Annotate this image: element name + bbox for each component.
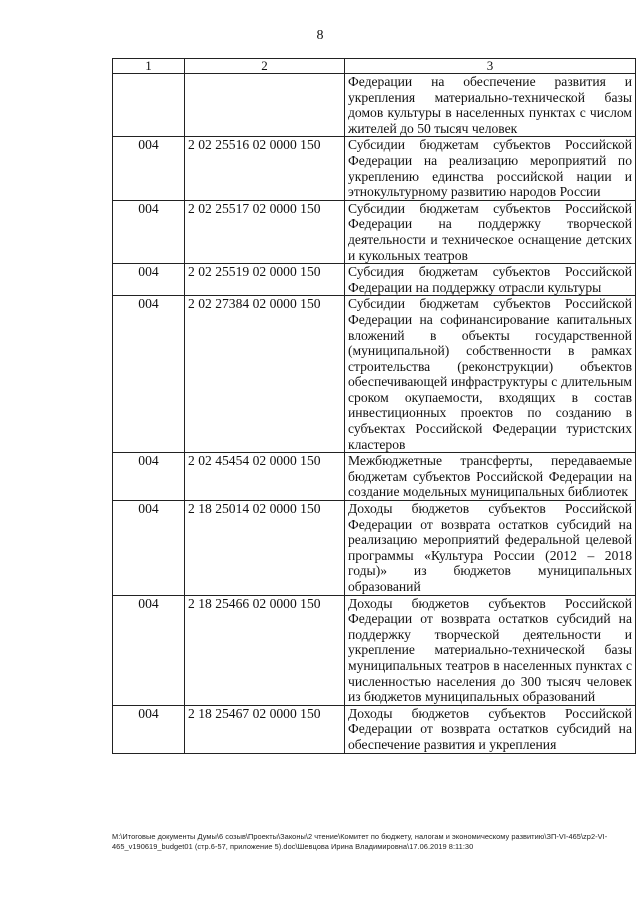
budget-codes-table bbox=[112, 58, 636, 754]
admin-code-cell: 004 bbox=[113, 595, 185, 705]
budget-code-cell: 2 02 25519 02 0000 150 bbox=[185, 264, 345, 296]
description-cell: Субсидии бюджетам субъектов Российской Федерации на софинансирование капитальных вложений в объекты государственной (муниципальной) собственности в рамках строительства (реконструкции) объектов обеспечивающей инфраструктуры с длительным сроком окупаемости, входящих в состав инвестиционных проектов по созданию в субъектах Российской Федерации туристских кластеров bbox=[345, 296, 636, 453]
budget-code-cell: 2 02 25517 02 0000 150 bbox=[185, 200, 345, 263]
column-header-1: 1 bbox=[113, 59, 185, 74]
budget-code-cell: 2 18 25467 02 0000 150 bbox=[185, 705, 345, 753]
admin-code-cell: 004 bbox=[113, 200, 185, 263]
table-row bbox=[113, 453, 636, 501]
file-path-footer: M:\Итоговые документы Думы\6 созыв\Проекты\Законы\2 чтение\Комитет по бюджету, налогам и экономическому развитию\ЗП-VI-465\zp2-VI-465_v190619_budget01 (стр.6-57, приложение 5).doc\Шевцова Ирина Владимировна\17.06.2019 8:11:30 bbox=[112, 832, 608, 851]
description-cell: Доходы бюджетов субъектов Российской Федерации от возврата остатков субсидий на реализацию мероприятий федеральной целевой программы «Культура России (2012 – 2018 годы)» из бюджетов муниципальных образований bbox=[345, 501, 636, 596]
budget-code-cell: 2 02 45454 02 0000 150 bbox=[185, 453, 345, 501]
budget-code-cell: 2 02 27384 02 0000 150 bbox=[185, 296, 345, 453]
table-row bbox=[113, 137, 636, 200]
column-header-2: 2 bbox=[185, 59, 345, 74]
description-cell: Субсидии бюджетам субъектов Российской Федерации на реализацию мероприятий по укреплению единства российской нации и этнокультурному развитию народов России bbox=[345, 137, 636, 200]
table-header-row bbox=[113, 59, 636, 74]
admin-code-cell: 004 bbox=[113, 137, 185, 200]
admin-code-cell: 004 bbox=[113, 264, 185, 296]
column-header-3: 3 bbox=[345, 59, 636, 74]
admin-code-cell: 004 bbox=[113, 501, 185, 596]
table-row bbox=[113, 705, 636, 753]
description-cell: Доходы бюджетов субъектов Российской Федерации от возврата остатков субсидий на обеспечение развития и укрепления bbox=[345, 705, 636, 753]
description-cell: Доходы бюджетов субъектов Российской Федерации от возврата остатков субсидий на поддержку творческой деятельности и укрепление материально-технической базы муниципальных театров в населенных пунктах с численностью населения до 300 тысяч человек из бюджетов муниципальных образований bbox=[345, 595, 636, 705]
budget-code-cell bbox=[185, 74, 345, 137]
description-cell: Федерации на обеспечение развития и укрепления материально-технической базы домов культуры в населенных пунктах с числом жителей до 50 тысяч человек bbox=[345, 74, 636, 137]
table-row bbox=[113, 74, 636, 137]
description-cell: Субсидия бюджетам субъектов Российской Федерации на поддержку отрасли культуры bbox=[345, 264, 636, 296]
admin-code-cell: 004 bbox=[113, 705, 185, 753]
table-row bbox=[113, 200, 636, 263]
admin-code-cell: 004 bbox=[113, 296, 185, 453]
description-cell: Межбюджетные трансферты, передаваемые бюджетам субъектов Российской Федерации на создание модельных муниципальных библиотек bbox=[345, 453, 636, 501]
budget-code-cell: 2 18 25014 02 0000 150 bbox=[185, 501, 345, 596]
admin-code-cell: 004 bbox=[113, 453, 185, 501]
admin-code-cell bbox=[113, 74, 185, 137]
description-cell: Субсидии бюджетам субъектов Российской Федерации на поддержку творческой деятельности и техническое оснащение детских и кукольных театров bbox=[345, 200, 636, 263]
budget-code-cell: 2 02 25516 02 0000 150 bbox=[185, 137, 345, 200]
budget-code-cell: 2 18 25466 02 0000 150 bbox=[185, 595, 345, 705]
table-row bbox=[113, 296, 636, 453]
page-number: 8 bbox=[316, 28, 324, 43]
table-row bbox=[113, 501, 636, 596]
table-row bbox=[113, 264, 636, 296]
table-row bbox=[113, 595, 636, 705]
